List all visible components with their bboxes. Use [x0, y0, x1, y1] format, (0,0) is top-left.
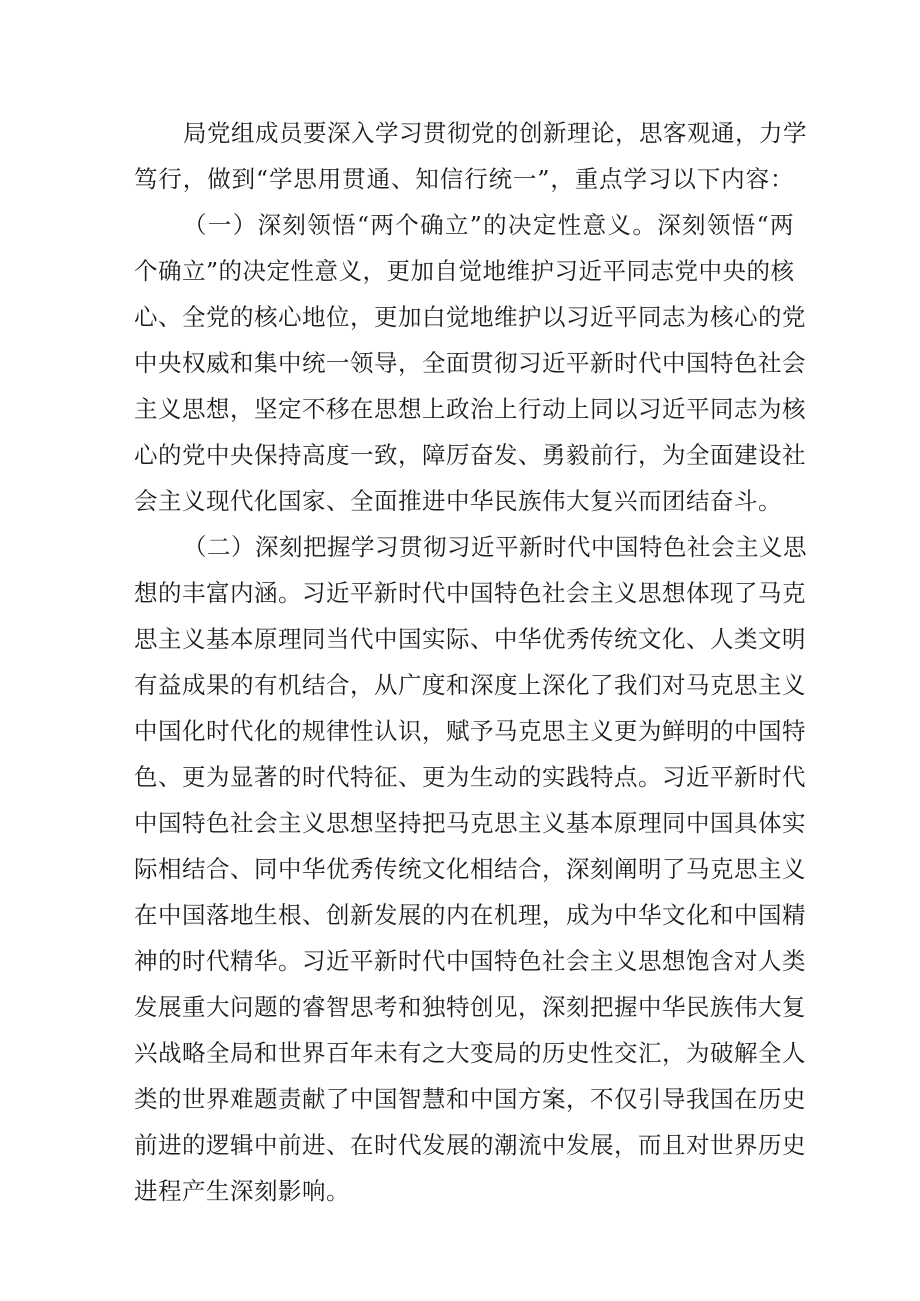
- text-line: 际相结合、同中华优秀传统文化相结合，深刻阐明了马克思主义: [134, 855, 806, 883]
- text-line: 中国化时代化的规律性认识，赋予马克思主义更为鲜明的中国特: [134, 717, 806, 745]
- text-line: 有益成果的有机结合，从广度和深度上深化了我们对马克思主义: [134, 671, 806, 699]
- text-line: 中央权威和集中统一领导，全面贯彻习近平新时代中国特色社会: [134, 349, 806, 377]
- text-line: 神的时代精华。习近平新时代中国特色社会主义思想饱含对人类: [134, 947, 806, 975]
- text-line: 色、更为显著的时代特征、更为生动的实践特点。习近平新时代: [134, 763, 806, 791]
- text-line: 中国特色社会主义思想坚持把马克思主义基本原理同中国具体实: [134, 809, 806, 837]
- text-line: 想的丰富内涵。习近平新时代中国特色社会主义思想体现了马克: [134, 579, 806, 607]
- text-line: 主义思想，坚定不移在思想上政治上行动上同以习近平同志为核: [134, 395, 806, 423]
- text-line: 局党组成员要深入学习贯彻党的创新理论，思客观通，力学: [183, 119, 807, 147]
- text-line: 发展重大问题的睿智思考和独特创见，深刻把握中华民族伟大复: [134, 993, 806, 1021]
- text-line: 类的世界难题责献了中国智慧和中国方案，不仅引导我国在历史: [134, 1085, 806, 1113]
- text-line: 心、全党的核心地位，更加白觉地维护以习近平同志为核心的党: [134, 303, 806, 331]
- text-line: 进程产生深刻影响。: [134, 1177, 350, 1205]
- section-2-heading-line: （二）深刻把握学习贯彻习近平新时代中国特色社会主义思: [183, 533, 807, 561]
- text-line: 兴战略全局和世界百年未有之大变局的历史性交汇，为破解全人: [134, 1039, 806, 1067]
- text-line: 心的党中央保持高度一致，障厉奋发、勇毅前行，为全面建设社: [134, 441, 806, 469]
- text-line: 思主义基本原理同当代中国实际、中华优秀传统文化、人类文明: [134, 625, 806, 653]
- text-line: 笃行，做到“学思用贯通、知信行统一”，重点学习以下内容：: [134, 165, 794, 193]
- text-line: 个确立”的决定性意义，更加自觉地维护习近平同志党中央的核: [134, 257, 795, 285]
- text-line: 在中国落地生根、创新发展的内在机理，成为中华文化和中国精: [134, 901, 806, 929]
- text-line: 前进的逻辑中前进、在时代发展的潮流中发展，而且对世界历史: [134, 1131, 806, 1159]
- text-line: 会主义现代化国家、全面推进中华民族伟大复兴而团结奋斗。: [134, 487, 782, 515]
- section-1-heading-line: （一）深刻领悟“两个确立”的决定性意义。深刻领悟“两: [183, 211, 794, 239]
